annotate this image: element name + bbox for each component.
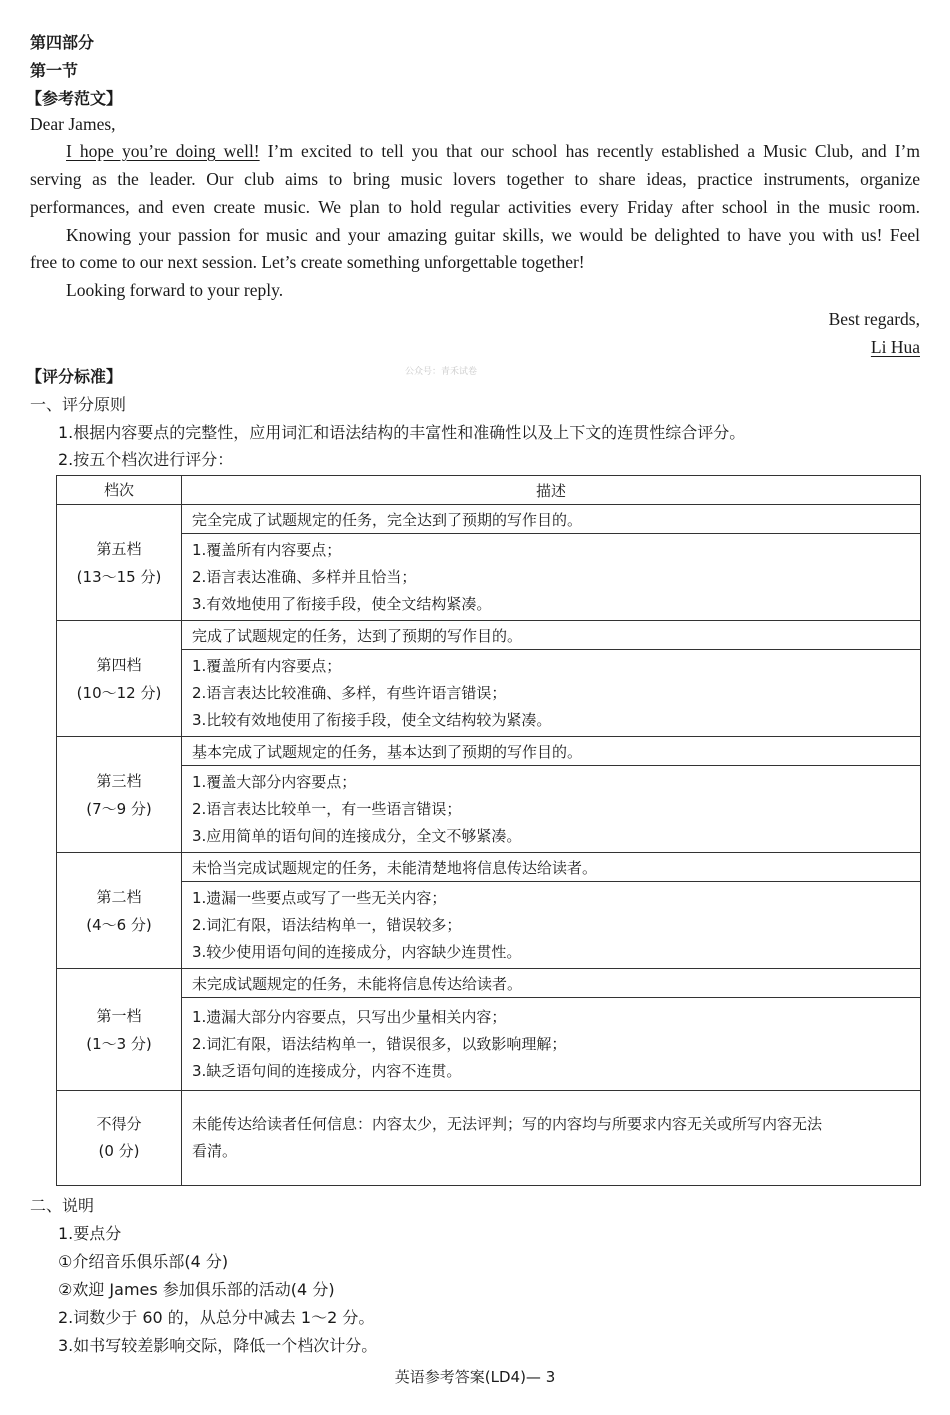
level-summary: 未恰当完成试题规定的任务，未能清楚地将信息传达给读者。 — [182, 853, 921, 882]
level-2-details-row — [57, 882, 921, 969]
level-3-cell — [57, 737, 182, 853]
letter-p1-line1 — [66, 141, 920, 162]
header-level: 档次 — [57, 476, 182, 505]
detail-item: 3.比较有效地使用了衔接手段，使全文结构较为紧凑。 — [192, 710, 552, 729]
level-name: 第一档 — [96, 1006, 142, 1025]
level-details — [182, 534, 921, 621]
level-2-cell — [57, 853, 182, 969]
level-4-details-row — [57, 650, 921, 737]
detail-item: 2.词汇有限，语法结构单一，错误很多，以致影响理解； — [192, 1034, 567, 1053]
grading-table — [56, 475, 921, 1186]
level-range: (4～6 分) — [86, 915, 152, 934]
level-name: 第五档 — [96, 539, 142, 558]
principles-title: 一、评分原则 — [30, 395, 127, 414]
criteria-heading: 【评分标准】 — [26, 367, 123, 386]
letter-opening-underlined: I hope you’re doing well! — [66, 141, 260, 161]
level-summary: 未完成试题规定的任务，未能将信息传达给读者。 — [182, 969, 921, 998]
letter-closing: Best regards, — [828, 309, 920, 329]
letter-p1-line2: serving as the leader. Our club aims to bring music lovers together to share ideas, practice instruments, organize — [30, 169, 920, 189]
letter-p1-line1-rest: I’m excited to tell you that our school has recently established a Music Club, and I’m — [259, 141, 920, 161]
level-range: (13～15 分) — [76, 567, 162, 586]
zero-line-2: 看清。 — [192, 1142, 238, 1160]
letter-p3: Looking forward to your reply. — [66, 280, 284, 300]
level-1-cell — [57, 969, 182, 1091]
note-1b: ②欢迎 James 参加俱乐部的活动(4 分) — [58, 1280, 335, 1299]
note-1: 1.要点分 — [58, 1224, 122, 1243]
level-details — [182, 766, 921, 853]
level-name: 第四档 — [96, 655, 142, 674]
level-summary: 完成了试题规定的任务，达到了预期的写作目的。 — [182, 621, 921, 650]
zero-line-1: 未能传达给读者任何信息：内容太少，无法评判；写的内容均与所要求内容无关或所写内容无法 — [192, 1115, 823, 1133]
level-5-cell — [57, 505, 182, 621]
part-heading: 第四部分 — [30, 33, 95, 52]
letter-signature: Li Hua — [870, 337, 920, 357]
level-range: (7～9 分) — [86, 799, 152, 818]
watermark: 公众号：青禾试卷 — [405, 367, 478, 377]
level-details — [182, 650, 921, 737]
letter-p1-line3: performances, and even create music. We plan to hold regular activities every Friday after school in the music room. — [30, 197, 920, 217]
header-description: 描述 — [182, 476, 921, 505]
level-details — [182, 882, 921, 969]
level-summary: 完全完成了试题规定的任务，完全达到了预期的写作目的。 — [182, 505, 921, 534]
note-1a: ①介绍音乐俱乐部(4 分) — [58, 1252, 229, 1271]
detail-item: 2.语言表达比较单一，有一些语言错误； — [192, 799, 462, 818]
detail-item: 1.覆盖所有内容要点； — [192, 656, 342, 675]
detail-item: 2.语言表达比较准确、多样，有些许语言错误； — [192, 683, 507, 702]
level-zero-cell — [57, 1091, 182, 1186]
level-2-summary-row — [57, 853, 921, 882]
note-3: 3.如书写较差影响交际，降低一个档次计分。 — [58, 1336, 378, 1355]
sample-heading: 【参考范文】 — [26, 89, 123, 108]
detail-item: 3.有效地使用了衔接手段，使全文结构紧凑。 — [192, 594, 492, 613]
level-range: (1～3 分) — [86, 1034, 152, 1053]
level-details — [182, 998, 921, 1091]
detail-item: 3.缺乏语句间的连接成分，内容不连贯。 — [192, 1061, 462, 1080]
level-zero-row — [57, 1091, 921, 1186]
notes-title: 二、说明 — [30, 1196, 95, 1215]
detail-item: 2.词汇有限，语法结构单一，错误较多； — [192, 915, 462, 934]
level-4-cell — [57, 621, 182, 737]
level-zero-description — [182, 1091, 921, 1186]
detail-item: 3.应用简单的语句间的连接成分，全文不够紧凑。 — [192, 826, 522, 845]
level-name: 第二档 — [96, 887, 142, 906]
level-3-summary-row — [57, 737, 921, 766]
detail-item: 1.覆盖大部分内容要点； — [192, 772, 357, 791]
level-3-details-row — [57, 766, 921, 853]
level-summary: 基本完成了试题规定的任务，基本达到了预期的写作目的。 — [182, 737, 921, 766]
level-1-details-row — [57, 998, 921, 1091]
level-name: 第三档 — [96, 771, 142, 790]
detail-item: 1.遗漏大部分内容要点，只写出少量相关内容； — [192, 1007, 507, 1026]
detail-item: 2.语言表达准确、多样并且恰当； — [192, 567, 417, 586]
letter-p2-line1: Knowing your passion for music and your amazing guitar skills, we would be delighted to have you with us! Feel — [66, 225, 920, 245]
principle-1: 1.根据内容要点的完整性，应用词汇和语法结构的丰富性和准确性以及上下文的连贯性综合评分。 — [58, 423, 746, 442]
level-5-details-row — [57, 534, 921, 621]
letter-salutation: Dear James, — [30, 114, 116, 134]
principle-2: 2.按五个档次进行评分： — [58, 450, 234, 469]
table-header-row — [57, 476, 921, 505]
subsection-heading: 第一节 — [30, 61, 79, 80]
level-range: (0 分) — [98, 1142, 140, 1160]
detail-item: 1.遗漏一些要点或写了一些无关内容； — [192, 888, 447, 907]
detail-item: 3.较少使用语句间的连接成分，内容缺少连贯性。 — [192, 942, 522, 961]
level-1-summary-row — [57, 969, 921, 998]
level-range: (10～12 分) — [76, 683, 162, 702]
note-2: 2.词数少于 60 的，从总分中减去 1～2 分。 — [58, 1308, 375, 1327]
level-5-summary-row — [57, 505, 921, 534]
level-4-summary-row — [57, 621, 921, 650]
detail-item: 1.覆盖所有内容要点； — [192, 540, 342, 559]
page-footer: 英语参考答案(LD4)— 3 — [394, 1368, 556, 1386]
letter-p2-line2: free to come to our next session. Let’s create something unforgettable together! — [30, 252, 585, 272]
level-name: 不得分 — [96, 1115, 142, 1133]
